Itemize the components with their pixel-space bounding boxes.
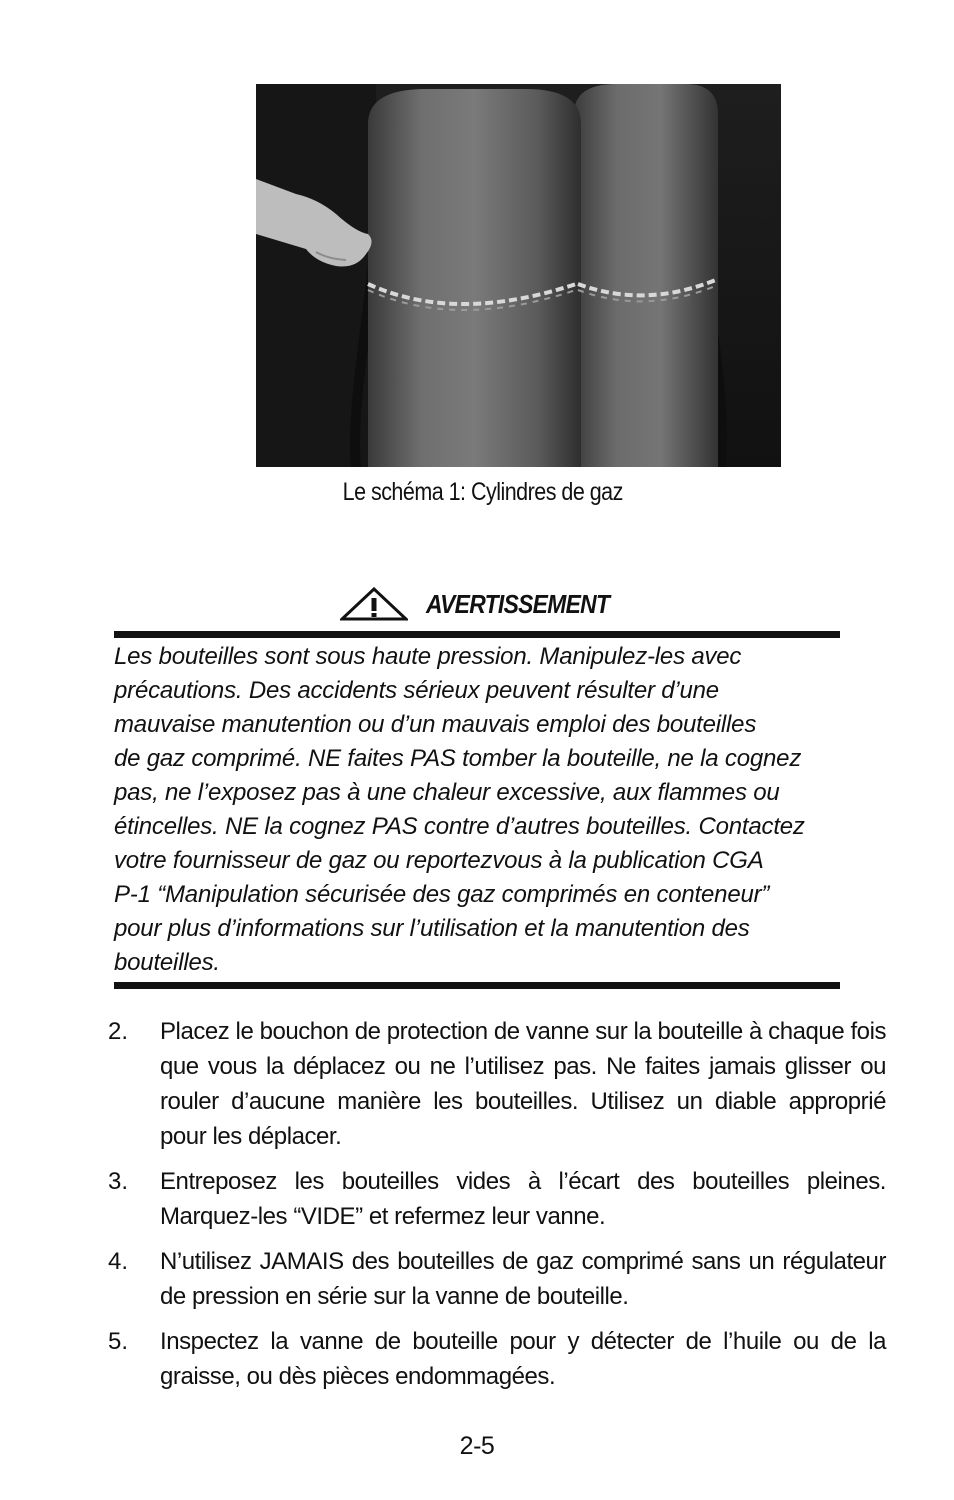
page-number: 2-5 bbox=[459, 1432, 495, 1460]
warning-line: de gaz comprimé. NE faites PAS tomber la bouteille, ne la cognez bbox=[114, 745, 802, 772]
list-item-number: 5. bbox=[108, 1328, 129, 1355]
list-item-number: 4. bbox=[108, 1248, 129, 1275]
list-item bbox=[108, 1164, 886, 1234]
list-item bbox=[108, 1014, 886, 1154]
warning-line: votre fournisseur de gaz ou reportezvous à la publication CGA bbox=[114, 847, 764, 874]
list-item-number: 3. bbox=[108, 1168, 129, 1195]
warning-text bbox=[114, 640, 840, 980]
list-item bbox=[108, 1244, 886, 1314]
gas-cylinders-photo bbox=[256, 84, 781, 467]
warning-line: pour plus d’informations sur l’utilisation et la manutention des bbox=[114, 915, 750, 942]
warning-top-rule bbox=[114, 631, 840, 638]
list-item-number: 2. bbox=[108, 1018, 129, 1045]
instruction-list bbox=[108, 1014, 886, 1404]
warning-line: Les bouteilles sont sous haute pression. Manipulez-les avec bbox=[114, 643, 742, 670]
warning-line: étincelles. NE la cognez PAS contre d’autres bouteilles. Contactez bbox=[114, 813, 805, 840]
warning-title: AVERTISSEMENT bbox=[426, 588, 610, 619]
list-item-text: Entreposez les bouteilles vides à l’écart des bouteilles pleines. Marquez-les “VIDE” et refermez leur vanne. bbox=[160, 1168, 886, 1230]
warning-header bbox=[340, 582, 634, 626]
warning-bottom-rule bbox=[114, 982, 840, 989]
warning-line: mauvaise manutention ou d’un mauvais emploi des bouteilles bbox=[114, 711, 757, 738]
list-item-text: Placez le bouchon de protection de vanne sur la bouteille à chaque fois que vous la déplacez ou ne l’utilisez pas. Ne faites jamais glisser ou rouler d’aucune manière les bouteilles. Utilisez un diable approprié pour les déplacer. bbox=[160, 1018, 886, 1150]
warning-line: P-1 “Manipulation sécurisée des gaz comprimés en conteneur” bbox=[114, 881, 770, 908]
list-item-text: Inspectez la vanne de bouteille pour y détecter de l’huile ou de la graisse, ou dès pièces endommagées. bbox=[160, 1328, 886, 1390]
list-item-text: N’utilisez JAMAIS des bouteilles de gaz comprimé sans un régulateur de pression en série sur la vanne de bouteille. bbox=[160, 1248, 886, 1310]
warning-line: bouteilles. bbox=[114, 949, 220, 976]
list-item bbox=[108, 1324, 886, 1394]
warning-line: précautions. Des accidents sérieux peuvent résulter d’une bbox=[114, 677, 719, 704]
figure-caption: Le schéma 1: Cylindres de gaz bbox=[342, 478, 623, 506]
warning-line: pas, ne l’exposez pas à une chaleur excessive, aux flammes ou bbox=[114, 779, 780, 806]
warning-triangle-icon bbox=[340, 587, 408, 621]
